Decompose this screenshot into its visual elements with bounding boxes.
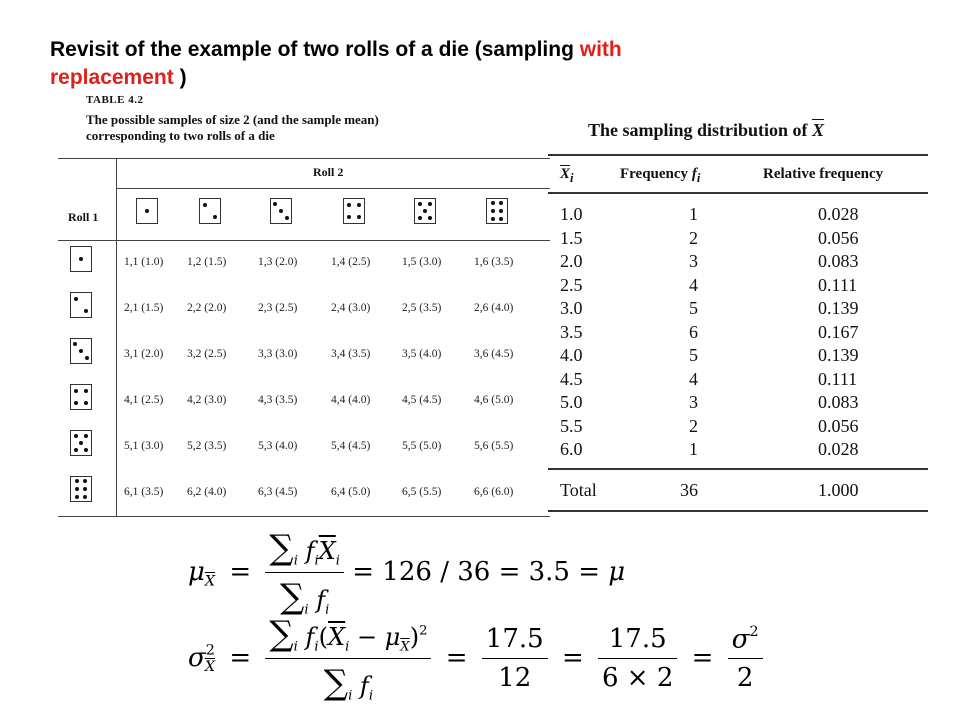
sample-cell: 6,2 (4.0) [187, 486, 227, 498]
row-frequency: 6 [689, 321, 698, 342]
die-pip [73, 342, 77, 346]
row-x: 2.0 [560, 251, 583, 271]
table-rule-bottom [58, 516, 550, 517]
die-roll2-5 [414, 198, 436, 224]
die-pip [499, 209, 503, 213]
table-label: TABLE 4.2 [86, 94, 144, 106]
slide-title [50, 36, 830, 92]
sample-cell: 6,6 (6.0) [474, 486, 514, 498]
die-pip [347, 215, 351, 219]
row-x: 3.5 [560, 321, 583, 342]
die-pip [79, 349, 83, 353]
sample-cell: 3,4 (3.5) [331, 348, 371, 360]
col-x-symbol: $\overline{X}$ [560, 166, 571, 182]
distribution-row [548, 275, 928, 298]
sampling-rule-top [548, 154, 928, 156]
row-relative: 0.111 [818, 368, 858, 389]
die-roll1-2 [70, 292, 92, 318]
row-x: 1.5 [560, 227, 583, 248]
sample-cell: 1,2 (1.5) [187, 256, 227, 268]
var-den-1: 12 [498, 663, 532, 694]
table-4-2 [58, 90, 550, 518]
sample-cell: 2,3 (2.5) [258, 302, 298, 314]
table-caption [86, 112, 526, 144]
mean-result: = 126 / 36 = 3.5 = [352, 556, 601, 587]
sampling-table-title [588, 120, 824, 141]
row-frequency: 2 [689, 415, 698, 436]
table-rule-top [58, 158, 550, 159]
die-pip [279, 209, 283, 213]
row-frequency: 1 [689, 439, 698, 459]
die-roll2-6 [486, 198, 508, 224]
row-x: 3.0 [560, 298, 583, 318]
die-pip [74, 401, 78, 405]
table-rule-roll2 [116, 188, 550, 189]
title-text: Revisit of the example of two rolls of a die (sampling [50, 38, 580, 61]
die-pip [84, 309, 88, 313]
roll2-header: Roll 2 [313, 165, 344, 179]
sample-cell: 5,1 (3.0) [124, 440, 164, 452]
row-x: 4.0 [560, 345, 583, 365]
sampling-title-text: The sampling distribution of [588, 120, 808, 140]
die-pip [79, 257, 83, 261]
roll1-header: Roll 1 [68, 210, 99, 224]
sample-cell: 6,4 (5.0) [331, 486, 371, 498]
die-pip [75, 479, 79, 483]
distribution-row [548, 416, 928, 439]
sample-cell: 4,3 (3.5) [258, 394, 298, 406]
distribution-row [548, 345, 928, 368]
die-pip [357, 215, 361, 219]
sample-cell: 5,6 (5.5) [474, 440, 514, 452]
die-pip [83, 479, 87, 483]
die-pip [213, 215, 217, 219]
row-frequency: 5 [689, 298, 698, 318]
row-relative: 0.167 [818, 321, 859, 342]
row-relative: 0.056 [818, 415, 859, 436]
die-roll2-2 [199, 198, 221, 224]
row-frequency: 4 [689, 274, 698, 295]
die-roll1-4 [70, 384, 92, 410]
distribution-row [548, 251, 928, 274]
sample-cell: 4,2 (3.0) [187, 394, 227, 406]
distribution-row [548, 228, 928, 251]
die-pip [75, 495, 79, 499]
die-pip [74, 448, 78, 452]
sampling-rule-bottom [548, 510, 928, 512]
row-x: 4.5 [560, 368, 583, 389]
distribution-row [548, 298, 928, 321]
die-pip [428, 202, 432, 206]
die-pip [428, 216, 432, 220]
die-pip [84, 448, 88, 452]
die-pip [84, 401, 88, 405]
row-frequency: 4 [689, 368, 698, 389]
distribution-row [548, 204, 928, 227]
mean-formula: $\mu_{\overline{X}}$ = $\frac{\sum_i f_i\overline{X}_i}{\sum_i f_i}$ = 126 / 36 = 3.5 = μ [188, 528, 626, 618]
row-relative: 0.083 [818, 392, 859, 412]
total-frequency: 36 [680, 480, 698, 500]
total-row [548, 480, 928, 503]
sample-cell: 5,2 (3.5) [187, 440, 227, 452]
sample-cell: 3,3 (3.0) [258, 348, 298, 360]
row-relative: 0.083 [818, 251, 859, 271]
die-roll1-5 [70, 430, 92, 456]
row-relative: 0.028 [818, 204, 859, 224]
die-pip [423, 209, 427, 213]
col-x-sub: i [570, 171, 574, 185]
die-roll1-6 [70, 476, 92, 502]
col-freq-symbol: f [691, 166, 697, 182]
sample-cell: 2,5 (3.5) [402, 302, 442, 314]
sample-cell: 2,4 (3.0) [331, 302, 371, 314]
die-roll1-1 [70, 246, 92, 272]
var-den-2: 6 × 2 [602, 663, 674, 694]
row-x: 6.0 [560, 439, 583, 459]
die-pip [285, 216, 289, 220]
title-end: ) [173, 66, 187, 89]
distribution-row [548, 322, 928, 345]
distribution-row [548, 369, 928, 392]
sample-cell: 5,5 (5.0) [402, 440, 442, 452]
die-roll2-3 [270, 198, 292, 224]
total-label: Total [560, 480, 597, 500]
sample-cell: 1,1 (1.0) [124, 256, 164, 268]
row-x: 2.5 [560, 274, 583, 295]
die-pip [83, 495, 87, 499]
die-pip [75, 487, 79, 491]
var-num-1: 17.5 [482, 624, 548, 659]
sampling-distribution-table [548, 112, 928, 520]
row-x: 5.0 [560, 392, 583, 412]
col-header-frequency [620, 166, 700, 186]
row-frequency: 1 [689, 204, 698, 224]
die-roll1-3 [70, 338, 92, 364]
sample-cell: 3,6 (4.5) [474, 348, 514, 360]
sample-cell: 3,2 (2.5) [187, 348, 227, 360]
die-pip [145, 209, 149, 213]
die-roll2-1 [136, 198, 158, 224]
row-frequency: 2 [689, 227, 698, 248]
die-pip [74, 434, 78, 438]
row-x: 1.0 [560, 204, 583, 224]
die-pip [74, 297, 78, 301]
row-frequency: 3 [689, 392, 698, 412]
caption-line-1: The possible samples of size 2 (and the sample mean) [86, 112, 379, 127]
variance-formula: $\sigma^2_{\overline{X}}$ = $\frac{\sum_i f_i(\overline{X}_i - \mu_{\overline{X}})^2}{\sum_i f_i}$ = $\frac{17.5}{12}$ = $\frac{17.5}{6 \times 2}$ = $\frac{\sigma^2}{2}$ [188, 614, 763, 704]
var-num-2: 17.5 [598, 624, 677, 659]
sample-cell: 5,3 (4.0) [258, 440, 298, 452]
distribution-row [548, 439, 928, 462]
die-pip [273, 202, 277, 206]
die-pip [499, 201, 503, 205]
die-pip [84, 434, 88, 438]
sample-cell: 4,1 (2.5) [124, 394, 164, 406]
sampling-rule-header [548, 192, 928, 194]
sample-cell: 2,1 (1.5) [124, 302, 164, 314]
var-den-3: 2 [736, 663, 754, 694]
row-relative: 0.028 [818, 439, 859, 459]
row-relative: 0.139 [818, 345, 859, 365]
sampling-title-symbol: $\overline{X}$ [812, 120, 825, 140]
die-pip [85, 356, 89, 360]
sample-cell: 4,6 (5.0) [474, 394, 514, 406]
sample-cell: 6,3 (4.5) [258, 486, 298, 498]
die-pip [357, 203, 361, 207]
sample-cell: 2,6 (4.0) [474, 302, 514, 314]
sample-cell: 4,4 (4.0) [331, 394, 371, 406]
sample-cell: 3,5 (4.0) [402, 348, 442, 360]
distribution-row [548, 392, 928, 415]
row-frequency: 3 [689, 251, 698, 271]
title-emphasis-replacement: replacement [50, 66, 174, 89]
row-relative: 0.111 [818, 274, 858, 295]
total-relative: 1.000 [818, 480, 859, 500]
sampling-rule-total [548, 468, 928, 470]
sample-cell: 5,4 (4.5) [331, 440, 371, 452]
col-freq-sub: i [696, 171, 701, 185]
sample-cell: 4,5 (4.5) [402, 394, 442, 406]
die-pip [79, 441, 83, 445]
die-pip [418, 202, 422, 206]
die-pip [499, 217, 503, 221]
col-header-x [560, 166, 574, 186]
die-pip [491, 201, 495, 205]
sample-cell: 2,2 (2.0) [187, 302, 227, 314]
die-pip [84, 389, 88, 393]
sample-cell: 6,1 (3.5) [124, 486, 164, 498]
sample-cell: 1,6 (3.5) [474, 256, 514, 268]
die-pip [491, 209, 495, 213]
die-pip [491, 217, 495, 221]
table-rule-header [58, 240, 550, 241]
sample-cell: 1,4 (2.5) [331, 256, 371, 268]
title-emphasis-with: with [579, 38, 622, 61]
row-relative: 0.139 [818, 298, 859, 318]
die-roll2-4 [343, 198, 365, 224]
row-x: 5.5 [560, 415, 583, 436]
sample-cell: 1,5 (3.0) [402, 256, 442, 268]
die-pip [418, 216, 422, 220]
die-pip [347, 203, 351, 207]
sample-cell: 6,5 (5.5) [402, 486, 442, 498]
die-pip [74, 389, 78, 393]
caption-line-2: corresponding to two rolls of a die [86, 128, 275, 143]
table-rule-vertical [116, 158, 117, 516]
col-freq-label: Frequency [620, 166, 689, 182]
die-pip [203, 203, 207, 207]
row-relative: 0.056 [818, 227, 859, 248]
sample-cell: 1,3 (2.0) [258, 256, 298, 268]
sample-cell: 3,1 (2.0) [124, 348, 164, 360]
die-pip [83, 487, 87, 491]
col-header-relative: Relative frequency [763, 166, 884, 182]
row-frequency: 5 [689, 345, 698, 365]
